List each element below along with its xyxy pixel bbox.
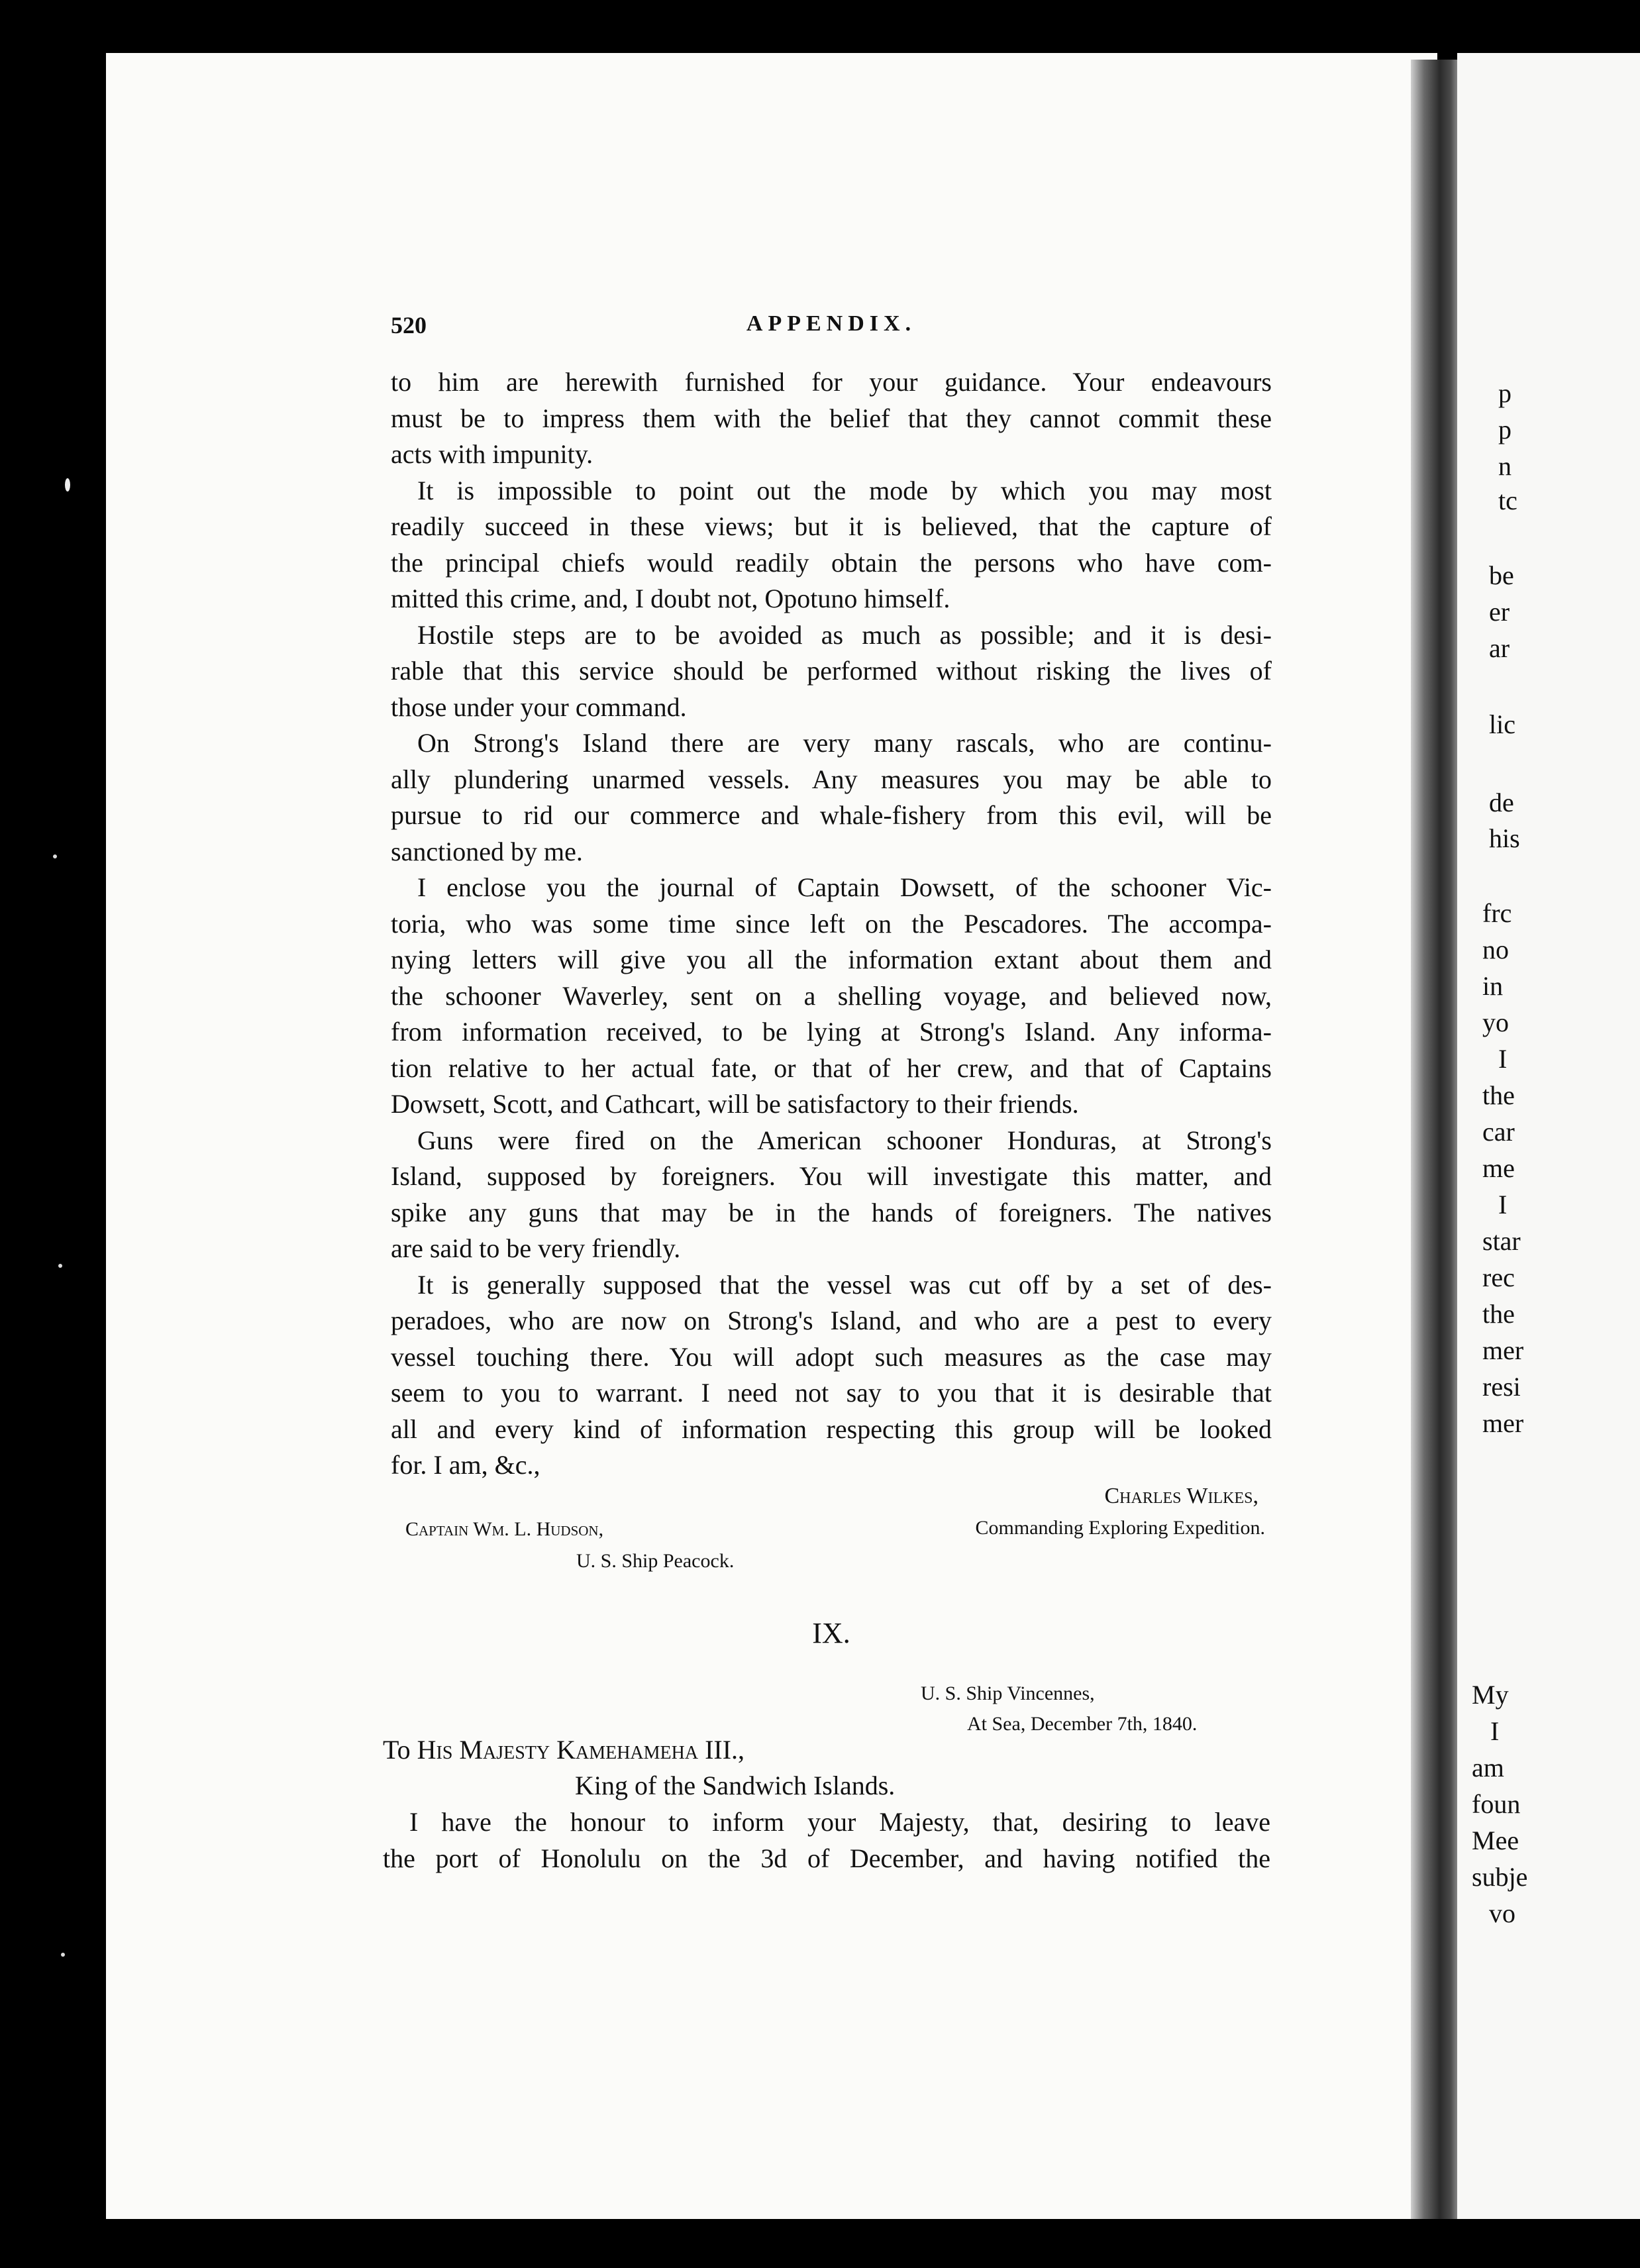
addressee-name: Captain Wm. L. Hudson, [405, 1518, 604, 1540]
facing-fragment: subje [1472, 1862, 1528, 1892]
body-line: mitted this crime, and, I doubt not, Opotuno himself. [391, 584, 950, 613]
salutation-title: King of the Sandwich Islands. [575, 1771, 896, 1800]
running-head [391, 311, 1272, 351]
page-number: 520 [391, 312, 427, 338]
body-line: pursue to rid our commerce and whale-fishery from this evil, will be [391, 800, 1272, 830]
body-line: I have the honour to inform your Majesty, that, desiring to leave [409, 1807, 1270, 1837]
facing-fragment: car [1482, 1117, 1515, 1147]
body-line: to him are herewith furnished for your guidance. Your endeavours [391, 367, 1272, 397]
scan-speck [58, 1264, 62, 1268]
scan-speck [61, 1953, 65, 1957]
body-line: On Strong's Island there are very many rascals, who are continu- [417, 728, 1272, 758]
body-line: are said to be very friendly. [391, 1233, 681, 1263]
signatory-name: Charles Wilkes, [1104, 1484, 1258, 1508]
facing-page [1457, 53, 1640, 2219]
body-line: ally plundering unarmed vessels. Any measures you may be able to [391, 764, 1272, 794]
body-line: It is impossible to point out the mode by which you may most [417, 475, 1272, 505]
facing-fragment: I [1490, 1716, 1500, 1746]
facing-fragment: My [1472, 1680, 1509, 1710]
facing-fragment: de [1489, 788, 1514, 817]
facing-fragment: tc [1498, 486, 1517, 515]
facing-fragment: rec [1482, 1263, 1515, 1292]
body-line: sanctioned by me. [391, 836, 583, 866]
body-line: all and every kind of information respecting this group will be looked [391, 1414, 1272, 1444]
body-line: must be to impress them with the belief that they cannot commit these [391, 403, 1272, 433]
facing-fragment: the [1482, 1080, 1515, 1110]
body-line: the port of Honolulu on the 3d of December, and having notified the [383, 1843, 1270, 1873]
body-line: rable that this service should be performed without risking the lives of [391, 656, 1272, 686]
facing-fragment: be [1489, 560, 1514, 590]
signature-block [391, 1484, 1272, 1583]
section-numeral: IX. [812, 1617, 850, 1649]
facing-fragment: I [1498, 1190, 1508, 1219]
facing-fragment: in [1482, 971, 1504, 1001]
facing-fragment: resi [1482, 1372, 1521, 1402]
body-line: readily succeed in these views; but it is believed, that the capture of [391, 511, 1272, 541]
facing-fragment: star [1482, 1226, 1521, 1256]
scan-speck [65, 478, 70, 491]
body-line: the schooner Waverley, sent on a shelling voyage, and believed now, [391, 980, 1272, 1011]
facing-fragment: I [1498, 1044, 1508, 1074]
letter-body [391, 364, 1272, 1484]
body-line: for. I am, &c., [391, 1450, 540, 1480]
facing-fragment: n [1498, 451, 1512, 481]
body-line: Guns were fired on the American schooner Honduras, at Strong's [417, 1125, 1272, 1155]
body-line: peradoes, who are now on Strong's Island, and who are a pest to every [391, 1306, 1272, 1335]
body-line: spike any guns that may be in the hands of foreigners. The natives [391, 1197, 1272, 1227]
body-line: vessel touching there. You will adopt such measures as the case may [391, 1341, 1272, 1372]
signatory-title: Commanding Exploring Expedition. [975, 1517, 1265, 1539]
body-line: those under your command. [391, 692, 687, 722]
scan-speck [53, 854, 57, 858]
body-line: toria, who was some time since left on the Pescadores. The accompa- [391, 908, 1272, 939]
dateline-ship: U. S. Ship Vincennes, [921, 1682, 1095, 1704]
facing-fragment: lic [1489, 709, 1515, 739]
facing-fragment: am [1472, 1753, 1504, 1782]
facing-fragment: the [1482, 1299, 1515, 1329]
facing-fragment: me [1482, 1153, 1515, 1183]
body-line: from information received, to be lying at Strong's Island. Any informa- [391, 1017, 1272, 1047]
salutation-prefix: To [383, 1735, 417, 1765]
body-line: Island, supposed by foreigners. You will investigate this matter, and [391, 1161, 1272, 1191]
body-line: the principal chiefs would readily obtain the persons who have com- [391, 547, 1272, 578]
salutation-name: His Majesty Kamehameha III., [417, 1735, 745, 1765]
body-line: seem to you to warrant. I need not say to you that it is desirable that [391, 1378, 1272, 1408]
dateline-date: At Sea, December 7th, 1840. [967, 1713, 1198, 1735]
facing-fragment: his [1489, 823, 1520, 853]
letter-two-body [383, 1804, 1270, 1877]
facing-fragment: ar [1489, 633, 1510, 663]
section-title: APPENDIX. [746, 311, 917, 336]
body-line: tion relative to her actual fate, or that of her crew, and that of Captains [391, 1053, 1272, 1083]
facing-fragment: foun [1472, 1789, 1521, 1819]
addressee-ship: U. S. Ship Peacock. [576, 1550, 735, 1572]
book-gutter [1411, 60, 1464, 2219]
facing-fragment: p [1498, 378, 1512, 408]
facing-fragment: frc [1482, 898, 1512, 928]
facing-fragment: Mee [1472, 1826, 1519, 1855]
facing-fragment: p [1498, 415, 1512, 444]
body-line: acts with impunity. [391, 439, 593, 469]
body-line: nying letters will give you all the information extant about them and [391, 945, 1272, 974]
salutation [383, 1734, 744, 1765]
facing-fragment: mer [1482, 1335, 1524, 1365]
body-line: I enclose you the journal of Captain Dowsett, of the schooner Vic- [417, 872, 1272, 902]
facing-fragment: vo [1489, 1898, 1515, 1928]
body-line: It is generally supposed that the vessel was cut off by a set of des- [417, 1269, 1272, 1300]
facing-fragment: er [1489, 597, 1510, 627]
body-line: Dowsett, Scott, and Cathcart, will be satisfactory to their friends. [391, 1089, 1079, 1119]
body-line: Hostile steps are to be avoided as much as possible; and it is desi- [417, 619, 1272, 650]
facing-fragment: no [1482, 935, 1509, 964]
facing-fragment: yo [1482, 1007, 1509, 1037]
facing-fragment: mer [1482, 1408, 1524, 1438]
